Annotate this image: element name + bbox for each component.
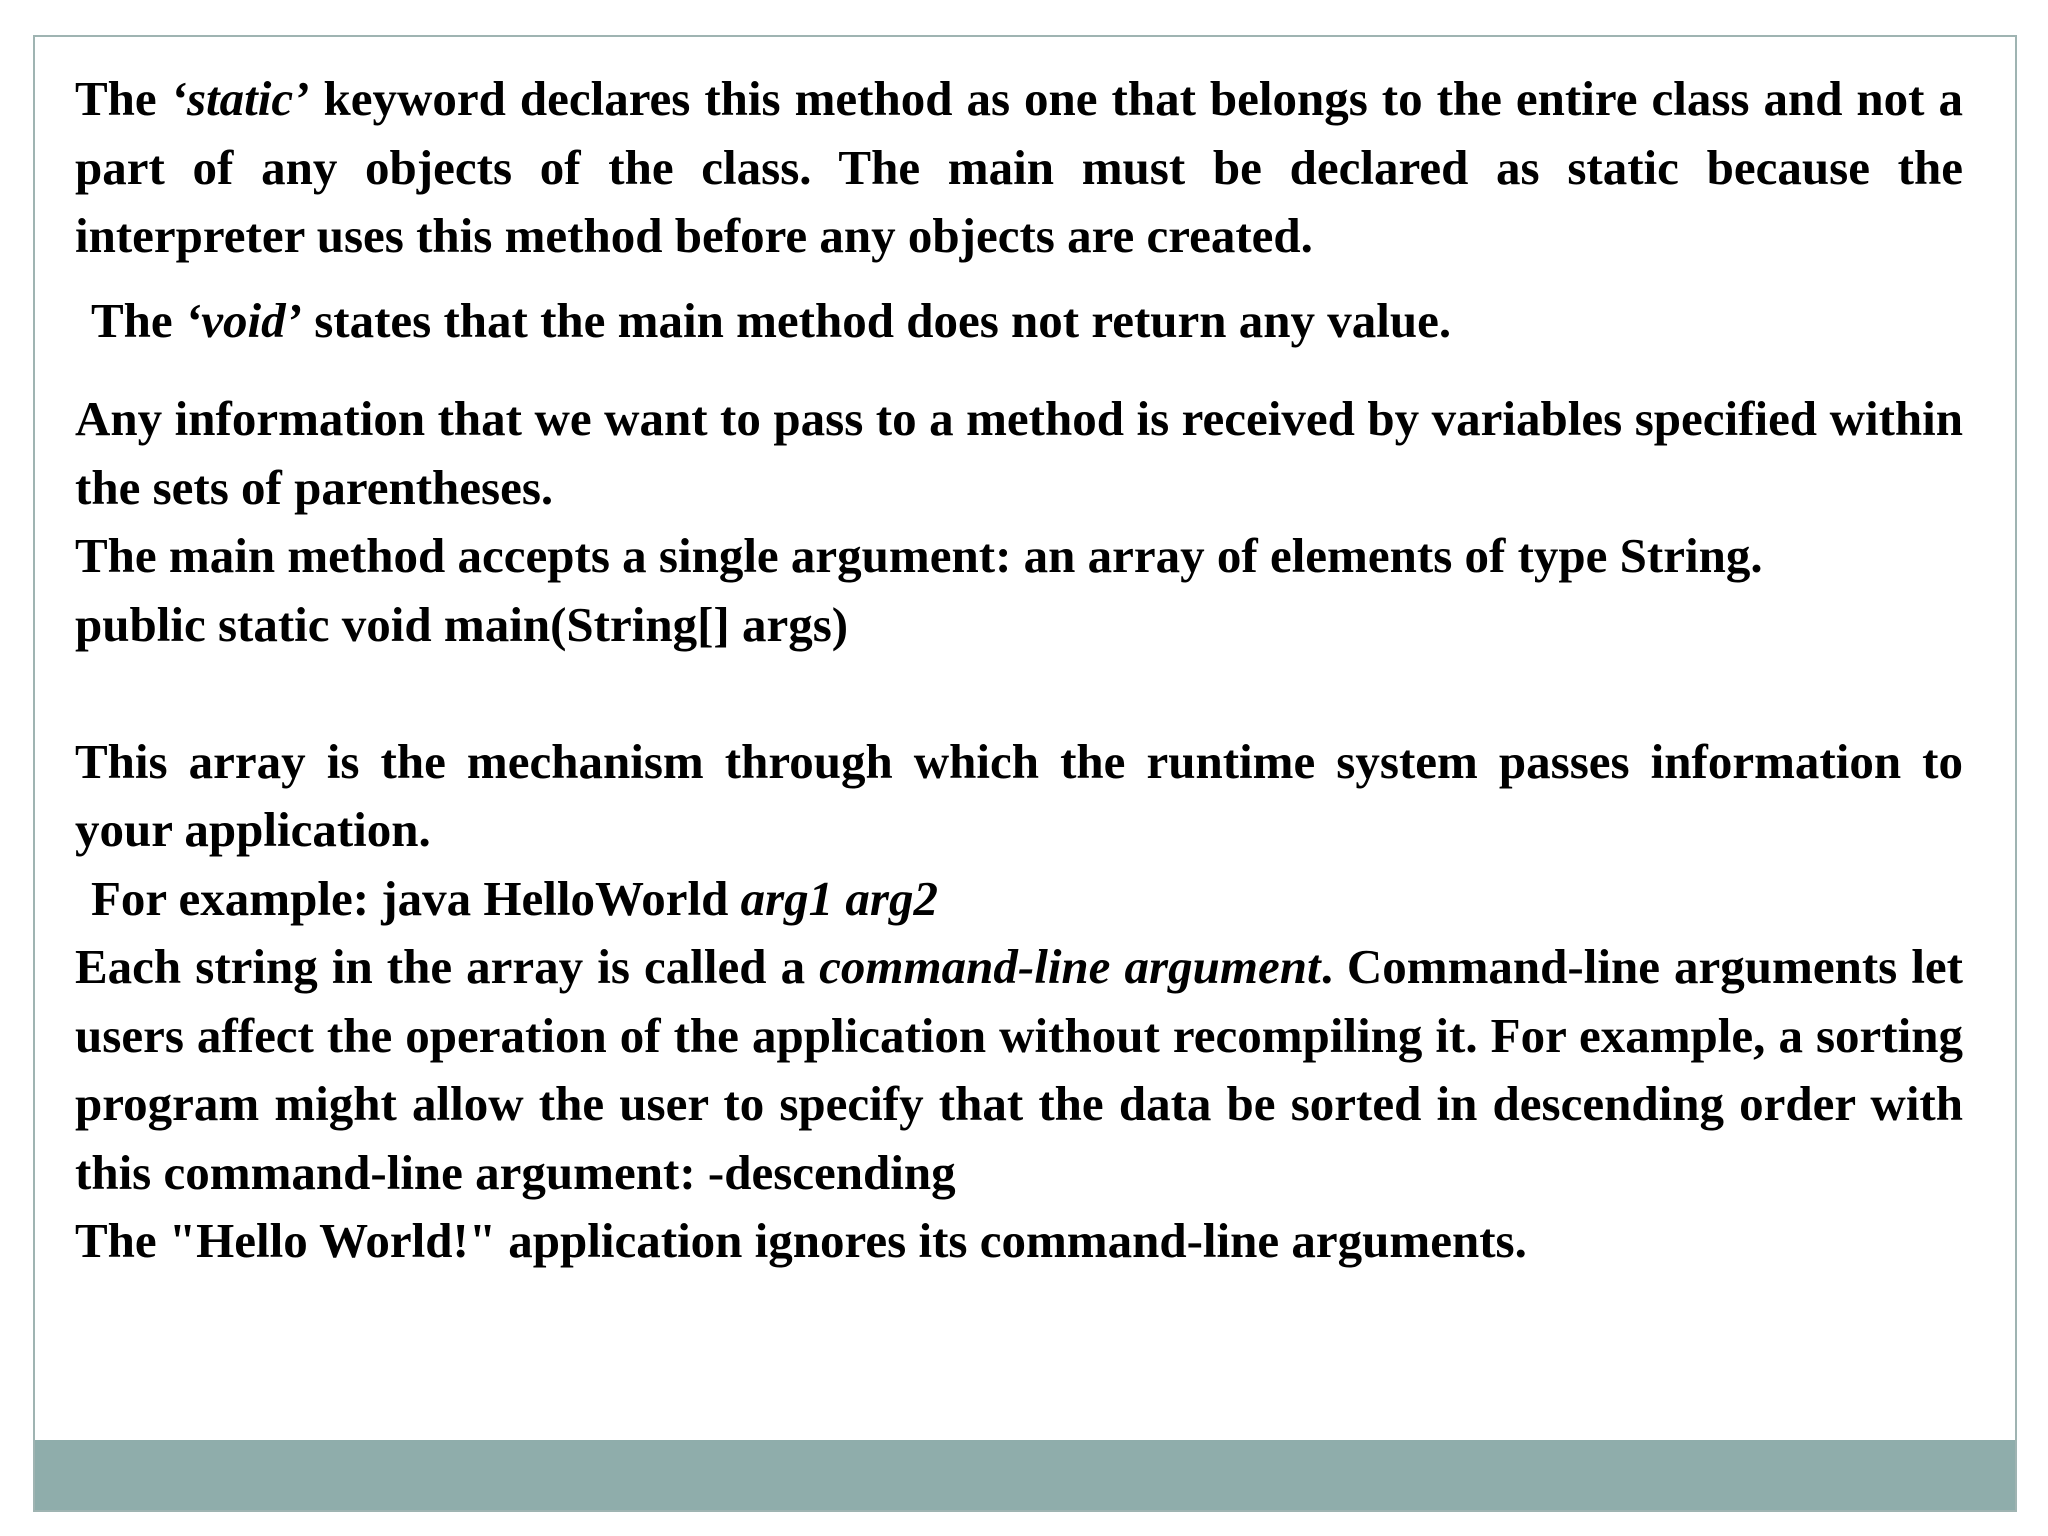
void-text-rest: states that the main method does not return any value. <box>301 292 1452 348</box>
void-paragraph <box>75 287 1963 356</box>
static-text-start: The <box>75 71 171 126</box>
slide-frame <box>33 35 2017 1512</box>
void-text-start: The <box>91 292 185 348</box>
command-line-text-start: Each string in the array is called a <box>75 939 820 994</box>
example-text: For example: java HelloWorld <box>91 870 741 926</box>
void-keyword-emphasis: ‘void’ <box>184 292 302 348</box>
command-line-argument-emphasis: command-line argument <box>819 939 1321 994</box>
command-line-text-rest: . Command-line arguments let users affect the operation of the application without recompiling it. For example, a sorting program might allow the user to specify that the data be sorted in descending order with this command-line argument: -descending <box>75 939 1963 1200</box>
main-accepts-paragraph: The main method accepts a single argument: an array of elements of type String. <box>75 528 1763 583</box>
footer-bar <box>35 1440 2015 1510</box>
mechanism-paragraph: This array is the mechanism through which the runtime system passes information to your application. <box>75 733 1963 857</box>
static-keyword-emphasis: ‘static’ <box>170 71 310 126</box>
command-line-paragraph <box>75 933 1963 1207</box>
slide-body <box>75 65 1963 1276</box>
static-keyword-paragraph <box>75 65 1963 271</box>
static-text-rest: keyword declares this method as one that belongs to the entire class and not a part of any objects of the class. The main must be declared as static because the interpreter uses this method before any objects are created. <box>75 71 1963 263</box>
main-signature-line: public static void main(String[] args) <box>75 596 849 652</box>
information-paragraph: Any information that we want to pass to a method is received by variables specified within the sets of parentheses. <box>75 391 1963 515</box>
example-args-emphasis: arg1 arg2 <box>740 870 938 926</box>
hello-world-ignores-paragraph: The "Hello World!" application ignores its command-line arguments. <box>75 1213 1527 1268</box>
example-line <box>75 865 1963 934</box>
